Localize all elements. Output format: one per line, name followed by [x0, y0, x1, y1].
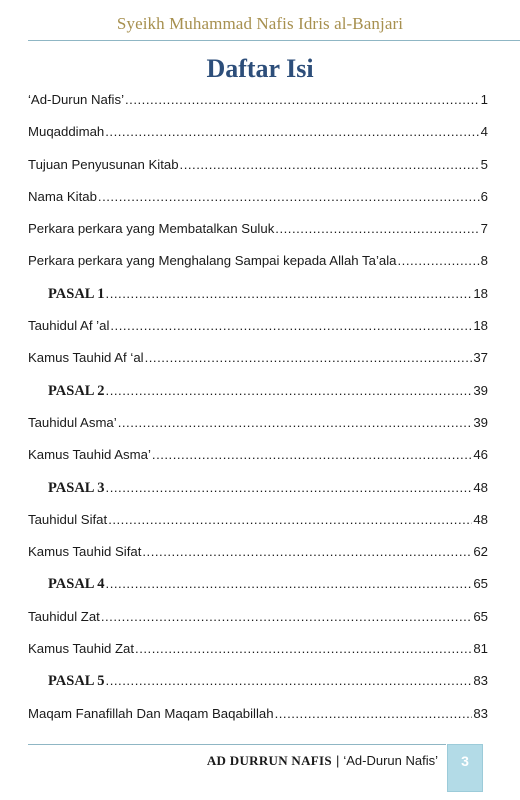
toc-chapter-entry[interactable]: [28, 375, 488, 407]
toc-entry[interactable]: [28, 149, 488, 181]
toc-dot-leader: [118, 407, 473, 439]
toc-entry-page: 62: [473, 544, 488, 560]
footer-text: [28, 748, 438, 774]
toc-entry-page: 18: [473, 318, 488, 334]
footer-divider: [28, 744, 446, 745]
toc-entry-label: Tauhidul Af ’al: [28, 318, 110, 334]
toc-entry[interactable]: [28, 504, 488, 536]
toc-entry-label: Kamus Tauhid Sifat: [28, 544, 142, 560]
toc-entry-label: PASAL 2: [48, 382, 105, 399]
toc-entry[interactable]: [28, 342, 488, 374]
toc-dot-leader: [105, 116, 479, 148]
toc-entry-label: Perkara perkara yang Membatalkan Suluk: [28, 221, 275, 237]
toc-entry-page: 83: [473, 705, 488, 721]
toc-entry-label: Muqaddimah: [28, 124, 105, 140]
toc-entry-page: 65: [473, 576, 488, 592]
toc-entry-label: ‘Ad-Durun Nafis’: [28, 92, 125, 107]
toc-dot-leader: [101, 601, 472, 633]
toc-entry-label: Tauhidul Sifat: [28, 511, 108, 527]
toc-dot-leader: [152, 439, 472, 471]
toc-dot-leader: [135, 633, 472, 665]
toc-chapter-entry[interactable]: [28, 665, 488, 697]
toc-dot-leader: [275, 698, 473, 730]
toc-entry-page: 83: [473, 673, 488, 689]
toc-entry[interactable]: [28, 536, 488, 568]
running-header: Syeikh Muhammad Nafis Idris al-Banjari: [116, 14, 404, 33]
toc-entry-page: 48: [473, 479, 488, 495]
toc-entry-label: Tujuan Penyusunan Kitab: [28, 156, 179, 172]
toc-entry[interactable]: [28, 181, 488, 213]
toc-dot-leader: [110, 310, 472, 342]
toc-entry-page: 65: [473, 608, 488, 624]
toc-dot-leader: [142, 536, 472, 568]
toc-entry-page: 48: [473, 511, 488, 527]
toc-entry-label: Tauhidul Zat: [28, 608, 100, 624]
toc-entry-label: Kamus Tauhid Af ‘al: [28, 350, 144, 366]
toc-entry-page: 39: [473, 382, 488, 398]
toc-entry-label: Kamus Tauhid Asma’: [28, 447, 151, 463]
toc-entry-page: 5: [480, 156, 488, 172]
toc-chapter-entry[interactable]: [28, 278, 488, 310]
toc-entry-label: Maqam Fanafillah Dan Maqam Baqabillah: [28, 705, 274, 721]
toc-list: [28, 84, 488, 730]
toc-entry-page: 1: [480, 92, 488, 107]
toc-dot-leader: [98, 181, 480, 213]
toc-entry[interactable]: [28, 601, 488, 633]
toc-entry[interactable]: [28, 407, 488, 439]
toc-entry-label: Tauhidul Asma’: [28, 414, 117, 430]
toc-entry-label: PASAL 3: [48, 479, 105, 496]
toc-dot-leader: [108, 504, 472, 536]
toc-chapter-entry[interactable]: [28, 472, 488, 504]
toc-entry[interactable]: [28, 116, 488, 148]
toc-dot-leader: [106, 278, 473, 310]
toc-entry-page: 4: [480, 124, 488, 140]
toc-dot-leader: [275, 213, 479, 245]
toc-entry-page: 8: [480, 253, 488, 269]
page-number: 3: [447, 744, 483, 792]
toc-entry[interactable]: [28, 439, 488, 471]
toc-dot-leader: [145, 342, 473, 374]
footer-book-title: AD DURRUN NAFIS: [206, 753, 332, 768]
toc-dot-leader: [180, 149, 480, 181]
toc-entry-page: 46: [473, 447, 488, 463]
toc-dot-leader: [106, 375, 473, 407]
toc-entry-page: 37: [473, 350, 488, 366]
toc-entry-label: PASAL 4: [48, 576, 105, 593]
toc-entry-page: 81: [473, 641, 488, 657]
toc-chapter-entry[interactable]: [28, 568, 488, 600]
footer-section: ‘Ad-Durun Nafis’: [343, 753, 438, 768]
toc-entry[interactable]: [28, 698, 488, 730]
toc-entry-label: PASAL 5: [48, 673, 105, 690]
toc-entry-label: Perkara perkara yang Menghalang Sampai kepada Allah Ta’ala: [28, 253, 397, 269]
toc-title: Daftar Isi: [206, 54, 314, 83]
header-divider: [28, 40, 520, 41]
toc-entry-label: Kamus Tauhid Zat: [28, 641, 135, 657]
toc-entry[interactable]: [28, 84, 488, 116]
toc-entry-page: 39: [473, 414, 488, 430]
toc-dot-leader: [125, 84, 480, 116]
toc-dot-leader: [106, 568, 473, 600]
toc-entry-page: 7: [480, 221, 488, 237]
toc-entry[interactable]: [28, 633, 488, 665]
toc-entry-page: 6: [480, 188, 488, 204]
footer-separator: |: [335, 753, 340, 768]
toc-dot-leader: [398, 245, 480, 277]
toc-entry[interactable]: [28, 245, 488, 277]
toc-entry-label: PASAL 1: [48, 285, 105, 302]
toc-dot-leader: [106, 472, 473, 504]
toc-entry-label: Nama Kitab: [28, 188, 97, 204]
toc-entry[interactable]: [28, 213, 488, 245]
toc-entry-page: 18: [473, 285, 488, 301]
toc-dot-leader: [106, 665, 473, 697]
toc-entry[interactable]: [28, 310, 488, 342]
